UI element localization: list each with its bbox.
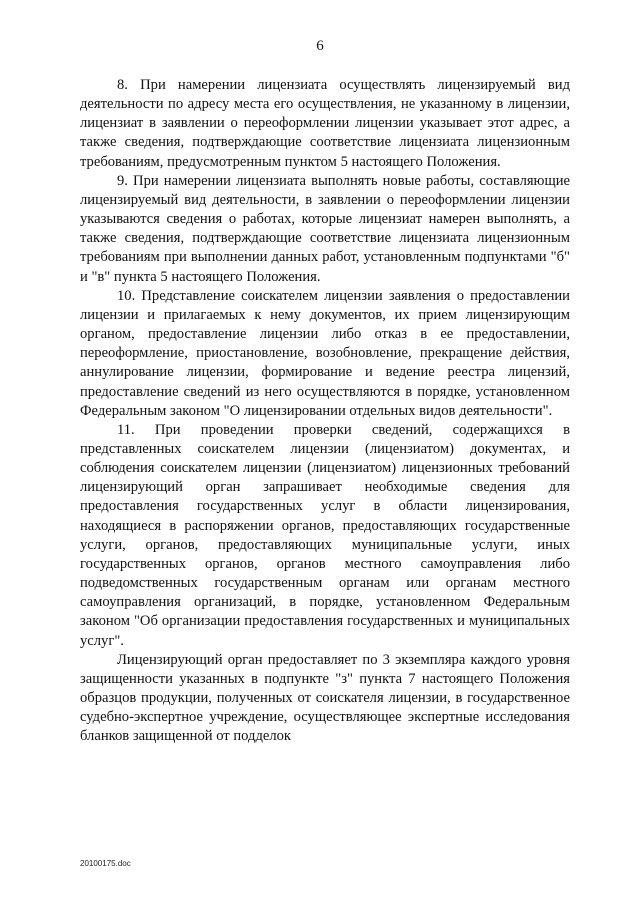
paragraph-10: 10. Представление соискателем лицензии заявления о предоставлении лицензии и прилагаемых к нему документов, их прием лицензирующим органом, предоставление лицензии либо отказ в ее предоставлении, переоформление, приостановление, возобновление, прекращение действия, аннулирование лицензии, формирование и ведение реестра лицензий, предоставление сведений из него осуществляются в порядке, установленном Федеральным законом "О лицензировании отдельных видов деятельности". (80, 287, 570, 419)
paragraph-9: 9. При намерении лицензиата выполнять новые работы, составляющие лицензируемый вид деятельности, в заявлении о переоформлении лицензии указываются сведения о работах, которые лицензиат намерен выполнять, а также сведения, подтверждающие соответствие лицензиата лицензионным требованиям при выполнении данных работ, установленным подпунктами "б" и "в" пункта 5 настоящего Положения. (80, 172, 570, 285)
page-number: 6 (316, 38, 324, 54)
paragraph-11-continuation: Лицензирующий орган предоставляет по 3 экземпляра каждого уровня защищенности указанных в подпункте "з" пункта 7 настоящего Положения образцов продукции, полученных от соискателя лицензии, в государственное судебно-экспертное учреждение, осуществляющее экспертные исследования бланков защищенной от подделок (80, 651, 570, 745)
paragraph-8: 8. При намерении лицензиата осуществлять лицензируемый вид деятельности по адресу места его осуществления, не указанному в лицензии, лицензиат в заявлении о переоформлении лицензии указывает этот адрес, а также сведения, подтверждающие соответствие лицензиата лицензионным требованиям, предусмотренным пунктом 5 настоящего Положения. (80, 77, 570, 170)
paragraph-11: 11. При проведении проверки сведений, содержащихся в представленных соискателем лицензии (лицензиатом) документах, и соблюдения соискателем лицензии (лицензиатом) лицензионных требований лицензирующий орган запрашивает необходимые сведения для предоставления государственных услуг в области лицензирования, находящиеся в распоряжении органов, предоставляющих государственные услуги, органов, предоставляющих муниципальные услуги, иных государственных органов, органов местного самоуправления либо подведомственных государственным органам или органам местного самоуправления организаций, в порядке, установленном Федеральным законом "Об организации предоставления государственных и муниципальных услуг". (80, 421, 570, 649)
file-name-footer: 20100175.doc (80, 859, 131, 868)
document-body (80, 76, 570, 746)
